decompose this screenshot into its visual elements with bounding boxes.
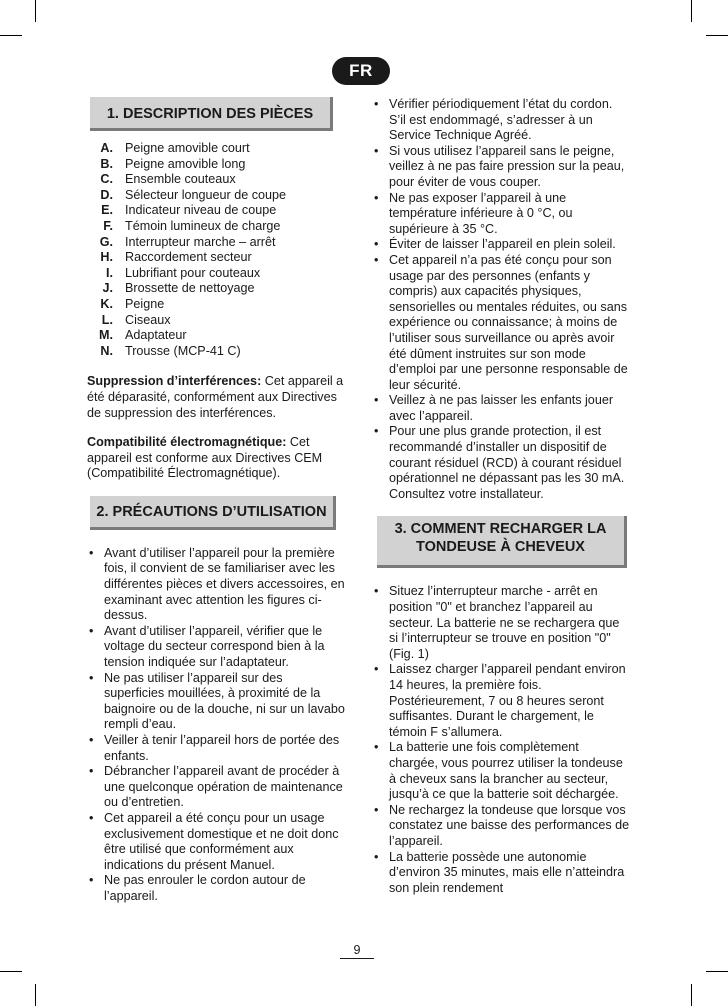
parts-list-item	[87, 157, 345, 173]
crop-mark	[691, 984, 692, 1006]
list-item: • Pour une plus grande protection, il est recommandé d’installer un dispositif de courant résiduel (RCD) à courant résiduel opérationnel ne dépassant pas les 30 mA. Consultez votre installateur.	[372, 424, 630, 502]
precautions-list-left	[87, 546, 345, 905]
part-name: Adaptateur	[125, 328, 187, 343]
parts-list-item	[87, 203, 345, 219]
parts-list	[87, 141, 345, 359]
part-name: Indicateur niveau de coupe	[125, 203, 277, 218]
list-item: • Ne pas enrouler le cordon autour de l’appareil.	[87, 873, 345, 904]
crop-mark	[706, 971, 728, 972]
part-letter: H.	[100, 250, 113, 265]
parts-list-item	[87, 250, 345, 266]
part-name: Raccordement secteur	[125, 250, 252, 265]
part-name: Peigne amovible court	[125, 141, 250, 155]
crop-mark	[0, 35, 22, 36]
part-letter: I.	[106, 265, 113, 280]
part-name: Interrupteur marche – arrêt	[125, 234, 276, 249]
recharge-list	[372, 584, 630, 896]
part-name: Ensemble couteaux	[125, 172, 236, 187]
part-name: Trousse (MCP-41 C)	[125, 343, 241, 358]
emc-text: Cet appareil est conforme aux Directives CEM (Compatibilité Électromagnétique).	[87, 435, 323, 481]
part-letter: D.	[100, 187, 113, 202]
interference-label: Suppression d’interférences:	[87, 374, 262, 389]
list-item: • Situez l’interrupteur marche - arrêt en position "0" et branchez l’appareil au secteur. La batterie ne se rechargera que si l’interrupteur se trouve en position "0" (Fig. 1)	[372, 584, 630, 662]
section-3-heading-line2: TONDEUSE À CHEVEUX	[416, 539, 585, 556]
parts-list-item	[87, 344, 345, 360]
parts-list-item	[87, 266, 345, 282]
part-letter: J.	[102, 281, 113, 296]
list-item: • Laissez charger l’appareil pendant environ 14 heures, la première fois. Postérieurement, 7 ou 8 heures seront suffisantes. Durant le chargement, le témoin F s’allumera.	[372, 662, 630, 740]
list-item: • Cet appareil n’a pas été conçu pour son usage par des personnes (enfants y compris) aux capacités physiques, sensorielles ou mentales réduites, ou sans expérience ou connaissance; à moins de l’utiliser sous surveillance ou après avoir été dûment instruites sur son mode d’emploi par une personne responsable de leur sécurité.	[372, 253, 630, 393]
part-letter: E.	[101, 203, 113, 218]
parts-list-item	[87, 297, 345, 313]
part-letter: B.	[100, 156, 113, 171]
list-item: • La batterie possède une autonomie d’environ 35 minutes, mais elle n’atteindra son plein rendement	[372, 850, 630, 897]
parts-list-item	[87, 172, 345, 188]
part-name: Brossette de nettoyage	[125, 281, 255, 296]
part-letter: G.	[99, 234, 113, 249]
list-item: • Si vous utilisez l’appareil sans le peigne, veillez à ne pas faire pression sur la peau, pour éviter de vous couper.	[372, 144, 630, 191]
emc-paragraph	[87, 435, 345, 482]
list-item: • Débrancher l’appareil avant de procéder à une quelconque opération de maintenance ou d’entretien.	[87, 764, 345, 811]
crop-mark	[35, 0, 36, 22]
parts-list-item	[87, 281, 345, 297]
part-letter: F.	[103, 218, 113, 233]
parts-list-item	[87, 313, 345, 329]
crop-mark	[0, 971, 22, 972]
parts-list-item	[87, 219, 345, 235]
list-item: • La batterie une fois complètement chargée, vous pourrez utiliser la tondeuse à cheveux sans la brancher au secteur, jusqu’à ce que la batterie soit déchargée.	[372, 740, 630, 802]
part-name: Témoin lumineux de charge	[125, 218, 281, 233]
list-item: • Cet appareil a été conçu pour un usage exclusivement domestique et ne doit donc être utilisé que conformément aux indications du présent Manuel.	[87, 811, 345, 873]
part-letter: K.	[100, 296, 113, 311]
parts-list-item	[87, 328, 345, 344]
part-letter: L.	[101, 312, 113, 327]
part-letter: C.	[100, 172, 113, 187]
crop-mark	[35, 984, 36, 1006]
parts-list-item	[87, 235, 345, 251]
part-letter: A.	[100, 141, 113, 155]
section-2-heading: 2. PRÉCAUTIONS D’UTILISATION	[90, 496, 336, 530]
interference-paragraph	[87, 374, 345, 421]
left-column	[87, 97, 345, 905]
precautions-list-right	[372, 97, 630, 502]
section-1-heading: 1. DESCRIPTION DES PIÈCES	[90, 97, 333, 131]
emc-label: Compatibilité électromagnétique:	[87, 435, 287, 450]
parts-list-item	[87, 188, 345, 204]
part-name: Ciseaux	[125, 312, 171, 327]
section-3-heading-line1: 3. COMMENT RECHARGER LA	[394, 521, 607, 538]
list-item: • Ne pas exposer l’appareil à une température inférieure à 0 °C, ou supérieure à 35 °C.	[372, 191, 630, 238]
list-item: • Éviter de laisser l’appareil en plein soleil.	[372, 237, 630, 253]
part-letter: N.	[100, 343, 113, 358]
part-name: Lubrifiant pour couteaux	[125, 265, 261, 280]
list-item: • Veillez à ne pas laisser les enfants jouer avec l’appareil.	[372, 393, 630, 424]
part-letter: M.	[99, 328, 113, 343]
list-item: • Avant d’utiliser l’appareil, vérifier que le voltage du secteur correspond bien à la tension indiquée sur l’adaptateur.	[87, 624, 345, 671]
list-item: • Veiller à tenir l’appareil hors de portée des enfants.	[87, 733, 345, 764]
right-column	[372, 97, 630, 896]
crop-mark	[706, 35, 728, 36]
part-name: Peigne	[125, 296, 165, 311]
interference-text: Cet appareil a été déparasité, conformément aux Directives de suppression des interférences.	[87, 374, 344, 420]
list-item: • Ne pas utiliser l’appareil sur des superficies mouillées, à proximité de la baignoire ou de la douche, ni sur un lavabo rempli d’eau.	[87, 671, 345, 733]
language-badge: FR	[332, 57, 390, 85]
section-3-heading	[377, 516, 627, 568]
parts-list-item	[87, 141, 345, 157]
list-item: • Avant d’utiliser l’appareil pour la première fois, il convient de se familiariser avec les différentes pièces et divers accessoires, en examinant avec attention les figures ci-dessus.	[87, 546, 345, 624]
part-name: Peigne amovible long	[125, 156, 246, 171]
crop-mark	[691, 0, 692, 22]
list-item: • Vérifier périodiquement l’état du cordon. S’il est endommagé, s’adresser à un Service Technique Agréé.	[372, 97, 630, 144]
page-number: 9	[340, 942, 374, 959]
part-name: Sélecteur longueur de coupe	[125, 187, 287, 202]
list-item: • Ne rechargez la tondeuse que lorsque vos constatez une baisse des performances de l’appareil.	[372, 803, 630, 850]
